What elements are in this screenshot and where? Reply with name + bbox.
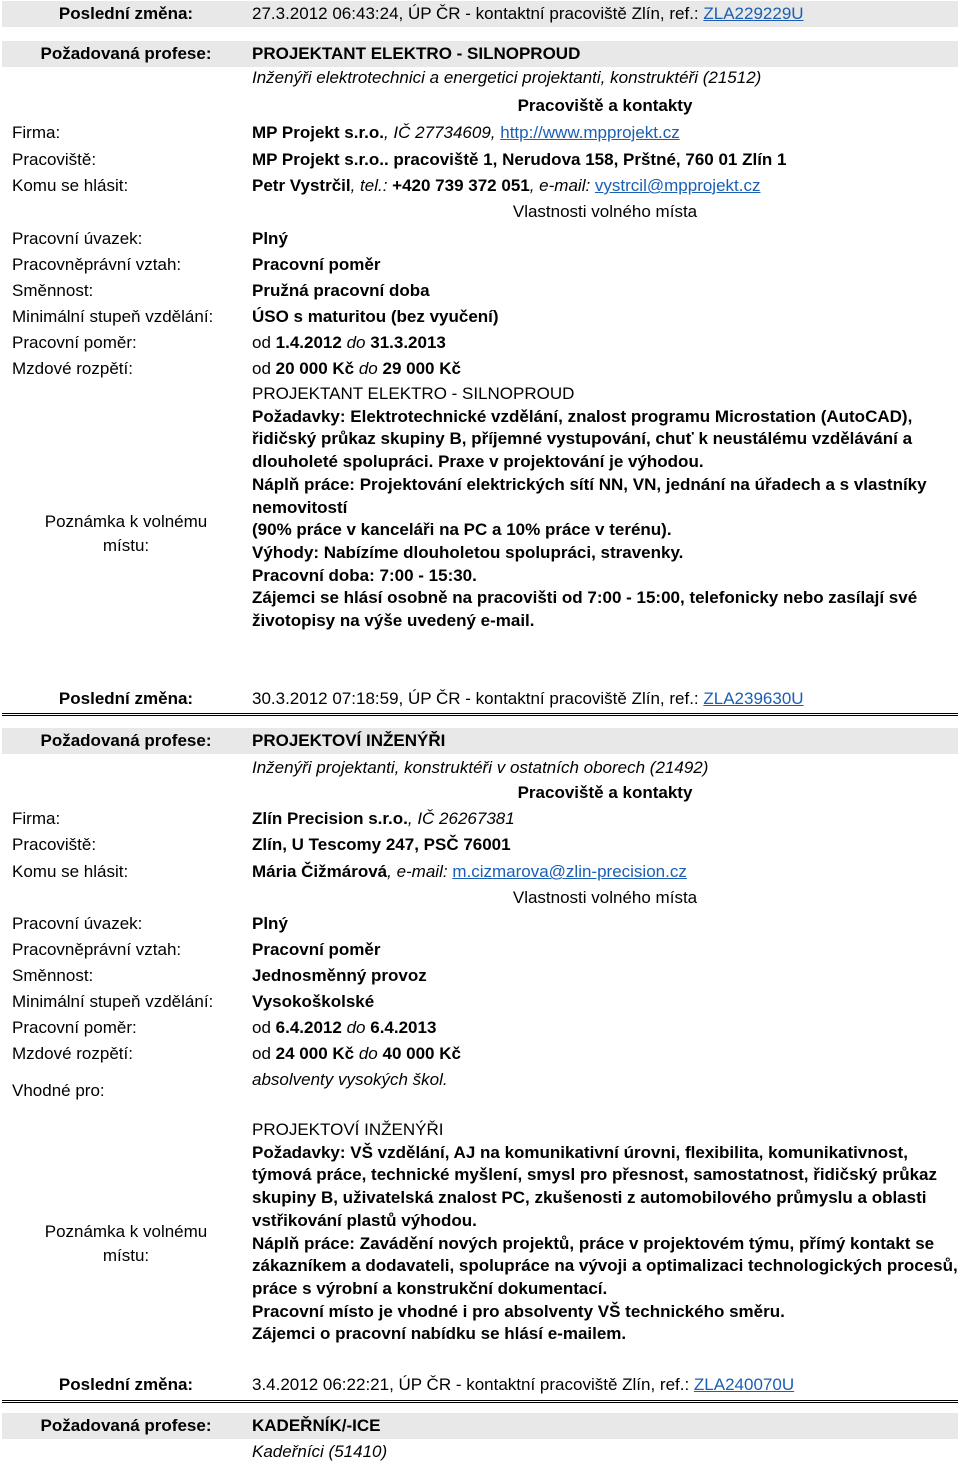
contact-email-label: , e-mail: — [529, 176, 595, 195]
profession-category: Inženýři projektanti, konstruktéři v ostatních oborech (21492) — [252, 758, 709, 777]
note-apply: Zájemci se hlásí osobně na pracovišti od 7:00 - 15:00, telefonicky nebo zasílají své životopisy na výše uvedený e-mail. — [252, 588, 918, 631]
last-change-label: Poslední změna: — [58, 4, 194, 23]
note-label-line1: Poznámka k volnému — [44, 1222, 208, 1241]
reference-link[interactable]: ZLA240070U — [693, 1375, 795, 1394]
reference-link[interactable]: ZLA239630U — [703, 689, 804, 708]
workplace-value: MP Projekt s.r.o.. pracoviště 1, Nerudova 158, Prštné, 760 01 Zlín 1 — [252, 150, 787, 169]
suitable-for-value: absolventy vysokých škol. — [252, 1070, 448, 1089]
firm-label: Firma: — [12, 123, 61, 142]
employment-label: Pracovní poměr: — [12, 333, 137, 352]
workplace-label: Pracoviště: — [12, 835, 97, 854]
contact-name: Mária Čižmárová — [252, 862, 388, 881]
salary-value: od 24 000 Kč do 40 000 Kč — [252, 1044, 461, 1063]
contact-tel: +420 739 372 051 — [392, 176, 530, 195]
work-load-value: Plný — [252, 229, 288, 248]
employment-value: od 1.4.2012 do 31.3.2013 — [252, 333, 446, 352]
contact-label: Komu se hlásit: — [12, 176, 129, 195]
profession-title: KADEŘNÍK/-ICE — [252, 1416, 381, 1435]
contact-value — [252, 861, 687, 883]
contact-tel-label: , tel.: — [350, 176, 393, 195]
note-duties: Náplň práce: Projektování elektrických sítí NN, VN, jednání na úřadech a s vlastníky nemovitostí — [252, 474, 927, 517]
workplace-value: Zlín, U Tescomy 247, PSČ 76001 — [252, 835, 511, 854]
profession-category: Inženýři elektrotechnici a energetici projektanti, konstruktéři (21512) — [252, 68, 762, 87]
work-load-label: Pracovní úvazek: — [12, 229, 143, 248]
listing-separator — [2, 1400, 958, 1403]
shifts-label: Směnnost: — [12, 966, 94, 985]
note-label-line1: Poznámka k volnému — [44, 512, 208, 531]
last-change-label: Poslední změna: — [58, 1375, 194, 1394]
required-profession-label: Požadovaná profese: — [40, 1416, 212, 1435]
note-apply: Zájemci o pracovní nabídku se hlásí e-mailem. — [252, 1324, 627, 1344]
firm-ico: , IČ 26267381 — [407, 809, 515, 828]
legal-relation-value: Pracovní poměr — [252, 255, 381, 274]
salary-value: od 20 000 Kč do 29 000 Kč — [252, 359, 461, 378]
legal-relation-value: Pracovní poměr — [252, 940, 381, 959]
firm-value — [252, 808, 515, 830]
min-education-value: Vysokoškolské — [252, 992, 375, 1011]
vacancy-note — [252, 1119, 958, 1346]
shifts-value: Pružná pracovní doba — [252, 281, 430, 300]
contact-email-link[interactable]: vystrcil@mpprojekt.cz — [594, 176, 761, 195]
work-load-label: Pracovní úvazek: — [12, 914, 143, 933]
note-ratio: (90% práce v kanceláři na PC a 10% práce v terénu). — [252, 520, 672, 540]
shifts-label: Směnnost: — [12, 281, 94, 300]
note-hours: Pracovní doba: 7:00 - 15:30. — [252, 565, 477, 585]
required-profession-label: Požadovaná profese: — [40, 731, 212, 750]
contact-name: Petr Vystrčil — [252, 176, 351, 195]
required-profession-label: Požadovaná profese: — [40, 44, 212, 63]
last-change-label: Poslední změna: — [58, 689, 194, 708]
contact-email-label: , e-mail: — [387, 862, 453, 881]
employment-value: od 6.4.2012 do 6.4.2013 — [252, 1018, 437, 1037]
firm-ico: , IČ 27734609, — [383, 123, 501, 142]
firm-name: MP Projekt s.r.o. — [252, 123, 384, 142]
note-label-line2: místu: — [102, 536, 150, 555]
note-title: PROJEKTANT ELEKTRO - SILNOPROUD — [252, 384, 575, 403]
note-requirements: Požadavky: Elektrotechnické vzdělání, znalost programu Microstation (AutoCAD), řidičský průkaz skupiny B, příjemné vystupování, chuť k neustálému vzdělávání a dlouholeté spolupráci. Praxe v projektování je výhodou. — [252, 406, 913, 472]
profession-title: PROJEKTANT ELEKTRO - SILNOPROUD — [252, 44, 581, 63]
firm-label: Firma: — [12, 809, 61, 828]
min-education-value: ÚSO s maturitou (bez vyučení) — [252, 307, 499, 326]
note-label-line2: místu: — [102, 1246, 150, 1265]
reference-link[interactable]: ZLA229229U — [703, 4, 804, 23]
min-education-label: Minimální stupeň vzdělání: — [12, 307, 214, 326]
contact-value — [252, 175, 760, 197]
contact-email-link[interactable]: m.cizmarova@zlin-precision.cz — [452, 862, 687, 881]
legal-relation-label: Pracovněprávní vztah: — [12, 940, 182, 959]
last-change-value: 3.4.2012 06:22:21, ÚP ČR - kontaktní pracoviště Zlín, ref.: ZLA240070U — [252, 1375, 795, 1394]
firm-name: Zlín Precision s.r.o. — [252, 809, 408, 828]
note-graduates: Pracovní místo je vhodné i pro absolventy VŠ technického směru. — [252, 1301, 785, 1321]
legal-relation-label: Pracovněprávní vztah: — [12, 255, 182, 274]
listing-separator — [2, 713, 958, 716]
employment-label: Pracovní poměr: — [12, 1018, 137, 1037]
note-benefits: Výhody: Nabízíme dlouholetou spolupráci, stravenky. — [252, 542, 684, 562]
work-load-value: Plný — [252, 914, 288, 933]
shifts-value: Jednosměnný provoz — [252, 966, 427, 985]
workplace-label: Pracoviště: — [12, 150, 97, 169]
salary-label: Mzdové rozpětí: — [12, 1044, 133, 1063]
vacancy-note — [252, 383, 958, 633]
salary-label: Mzdové rozpětí: — [12, 359, 133, 378]
note-title: PROJEKTOVÍ INŽENÝŘI — [252, 1120, 444, 1139]
contact-label: Komu se hlásit: — [12, 862, 129, 881]
min-education-label: Minimální stupeň vzdělání: — [12, 992, 214, 1011]
workplace-contacts-heading: Pracoviště a kontakty — [517, 783, 693, 802]
suitable-for-label: Vhodné pro: — [12, 1081, 105, 1100]
vacancy-properties-heading: Vlastnosti volného místa — [512, 202, 698, 221]
vacancy-properties-heading: Vlastnosti volného místa — [512, 888, 698, 907]
note-requirements: Požadavky: VŠ vzdělání, AJ na komunikativní úrovni, flexibilita, komunikativnost, týmová práce, technické myšlení, smysl pro přesnost, samostatnost, řidičský průkaz skupiny B, uživatelská znalost PC, zkušenosti z automobilového průmyslu a oblasti vstřikování plastů výhodou. — [252, 1142, 937, 1230]
firm-value — [252, 122, 680, 144]
firm-website-link[interactable]: http://www.mpprojekt.cz — [500, 123, 680, 142]
note-duties: Náplň práce: Zavádění nových projektů, práce v projektovém týmu, přímý kontakt se zákazníkem a dodavateli, spolupráce na vývoji a optimalizaci technologických procesů, práce s výrobní a konstrukční dokumentací. — [252, 1233, 958, 1298]
profession-category: Kadeřníci (51410) — [252, 1442, 388, 1461]
workplace-contacts-heading: Pracoviště a kontakty — [517, 96, 693, 115]
last-change-value: 30.3.2012 07:18:59, ÚP ČR - kontaktní pracoviště Zlín, ref.: ZLA239630U — [252, 689, 804, 708]
last-change-value: 27.3.2012 06:43:24, ÚP ČR - kontaktní pracoviště Zlín, ref.: ZLA229229U — [252, 4, 804, 23]
profession-title: PROJEKTOVÍ INŽENÝŘI — [252, 731, 446, 750]
